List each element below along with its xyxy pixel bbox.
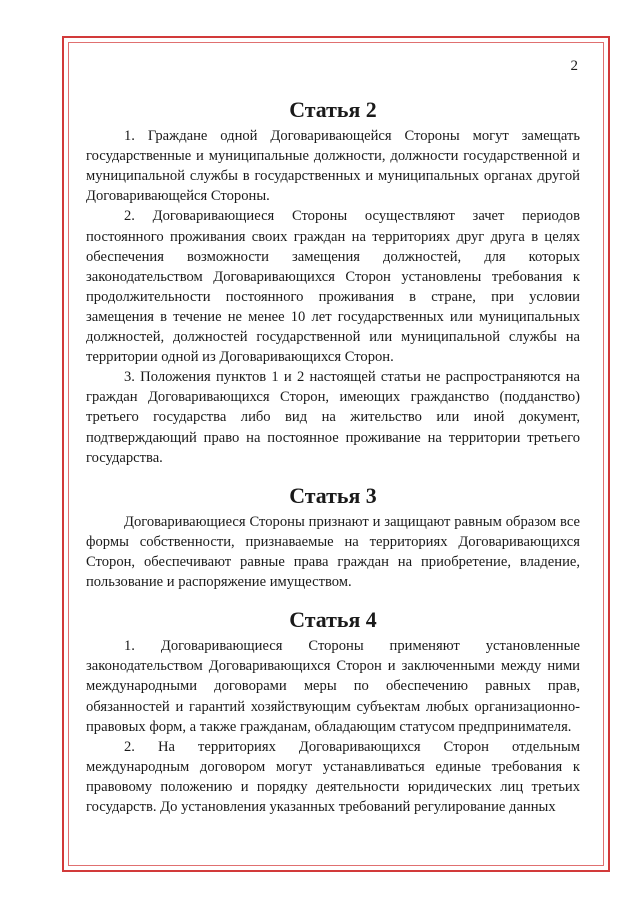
paragraph: 1. Граждане одной Договаривающейся Стороны могут замещать государственные и муниципальные должности, должности государственной и муниципальной службы в государственных и муниципальных органах другой Договаривающейся Стороны. xyxy=(86,128,580,205)
article-heading: Статья 4 xyxy=(289,607,377,633)
article-heading: Статья 3 xyxy=(289,482,377,508)
paragraph: 2. На территориях Договаривающихся Сторон отдельным международным договором могут устанавливаться единые требования к правовому положению и порядку деятельности юридических лиц третьих государств. До установления указанных требований регулирование данных xyxy=(86,738,580,815)
article-4 xyxy=(86,607,580,817)
article-heading: Статья 2 xyxy=(289,97,377,122)
paragraph: 2. Договаривающиеся Стороны осуществляют зачет периодов постоянного проживания своих граждан на территориях друг друга в целях обеспечения возможности замещения должностей, для которых законодательством Договаривающихся Сторон установлены требования к продолжительности постоянного проживания в стране, при условии замещения в течение не менее 10 лет государственных или муниципальных должностей, должностей государственной или муниципальной службы на территории одной из Договаривающихся Сторон. xyxy=(86,208,580,366)
paragraph: 3. Положения пунктов 1 и 2 настоящей статьи не распространяются на граждан Договаривающихся Сторон, имеющих гражданство (подданство) третьего государства либо вид на жительство или иной документ, подтверждающий право на постоянное проживание на территории третьего государства. xyxy=(86,369,580,466)
document-body xyxy=(86,97,580,817)
page-number: 2 xyxy=(570,58,578,74)
article-3 xyxy=(86,482,580,592)
article-2 xyxy=(86,97,580,468)
paragraph: 1. Договаривающиеся Стороны применяют установленные законодательством Договаривающихся Сторон и заключенными между ними международными договорами меры по обеспечению равных прав, обязанностей и гарантий хозяйствующим субъектам любых организационно-правовых форм, а также гражданам, обладающим статусом предпринимателя. xyxy=(86,638,580,735)
paragraph: Договаривающиеся Стороны признают и защищают равным образом все формы собственности, признаваемые на территориях Договаривающихся Сторон, обеспечивают равные права граждан на приобретение, владение, пользование и распоряжение имуществом. xyxy=(86,513,580,591)
